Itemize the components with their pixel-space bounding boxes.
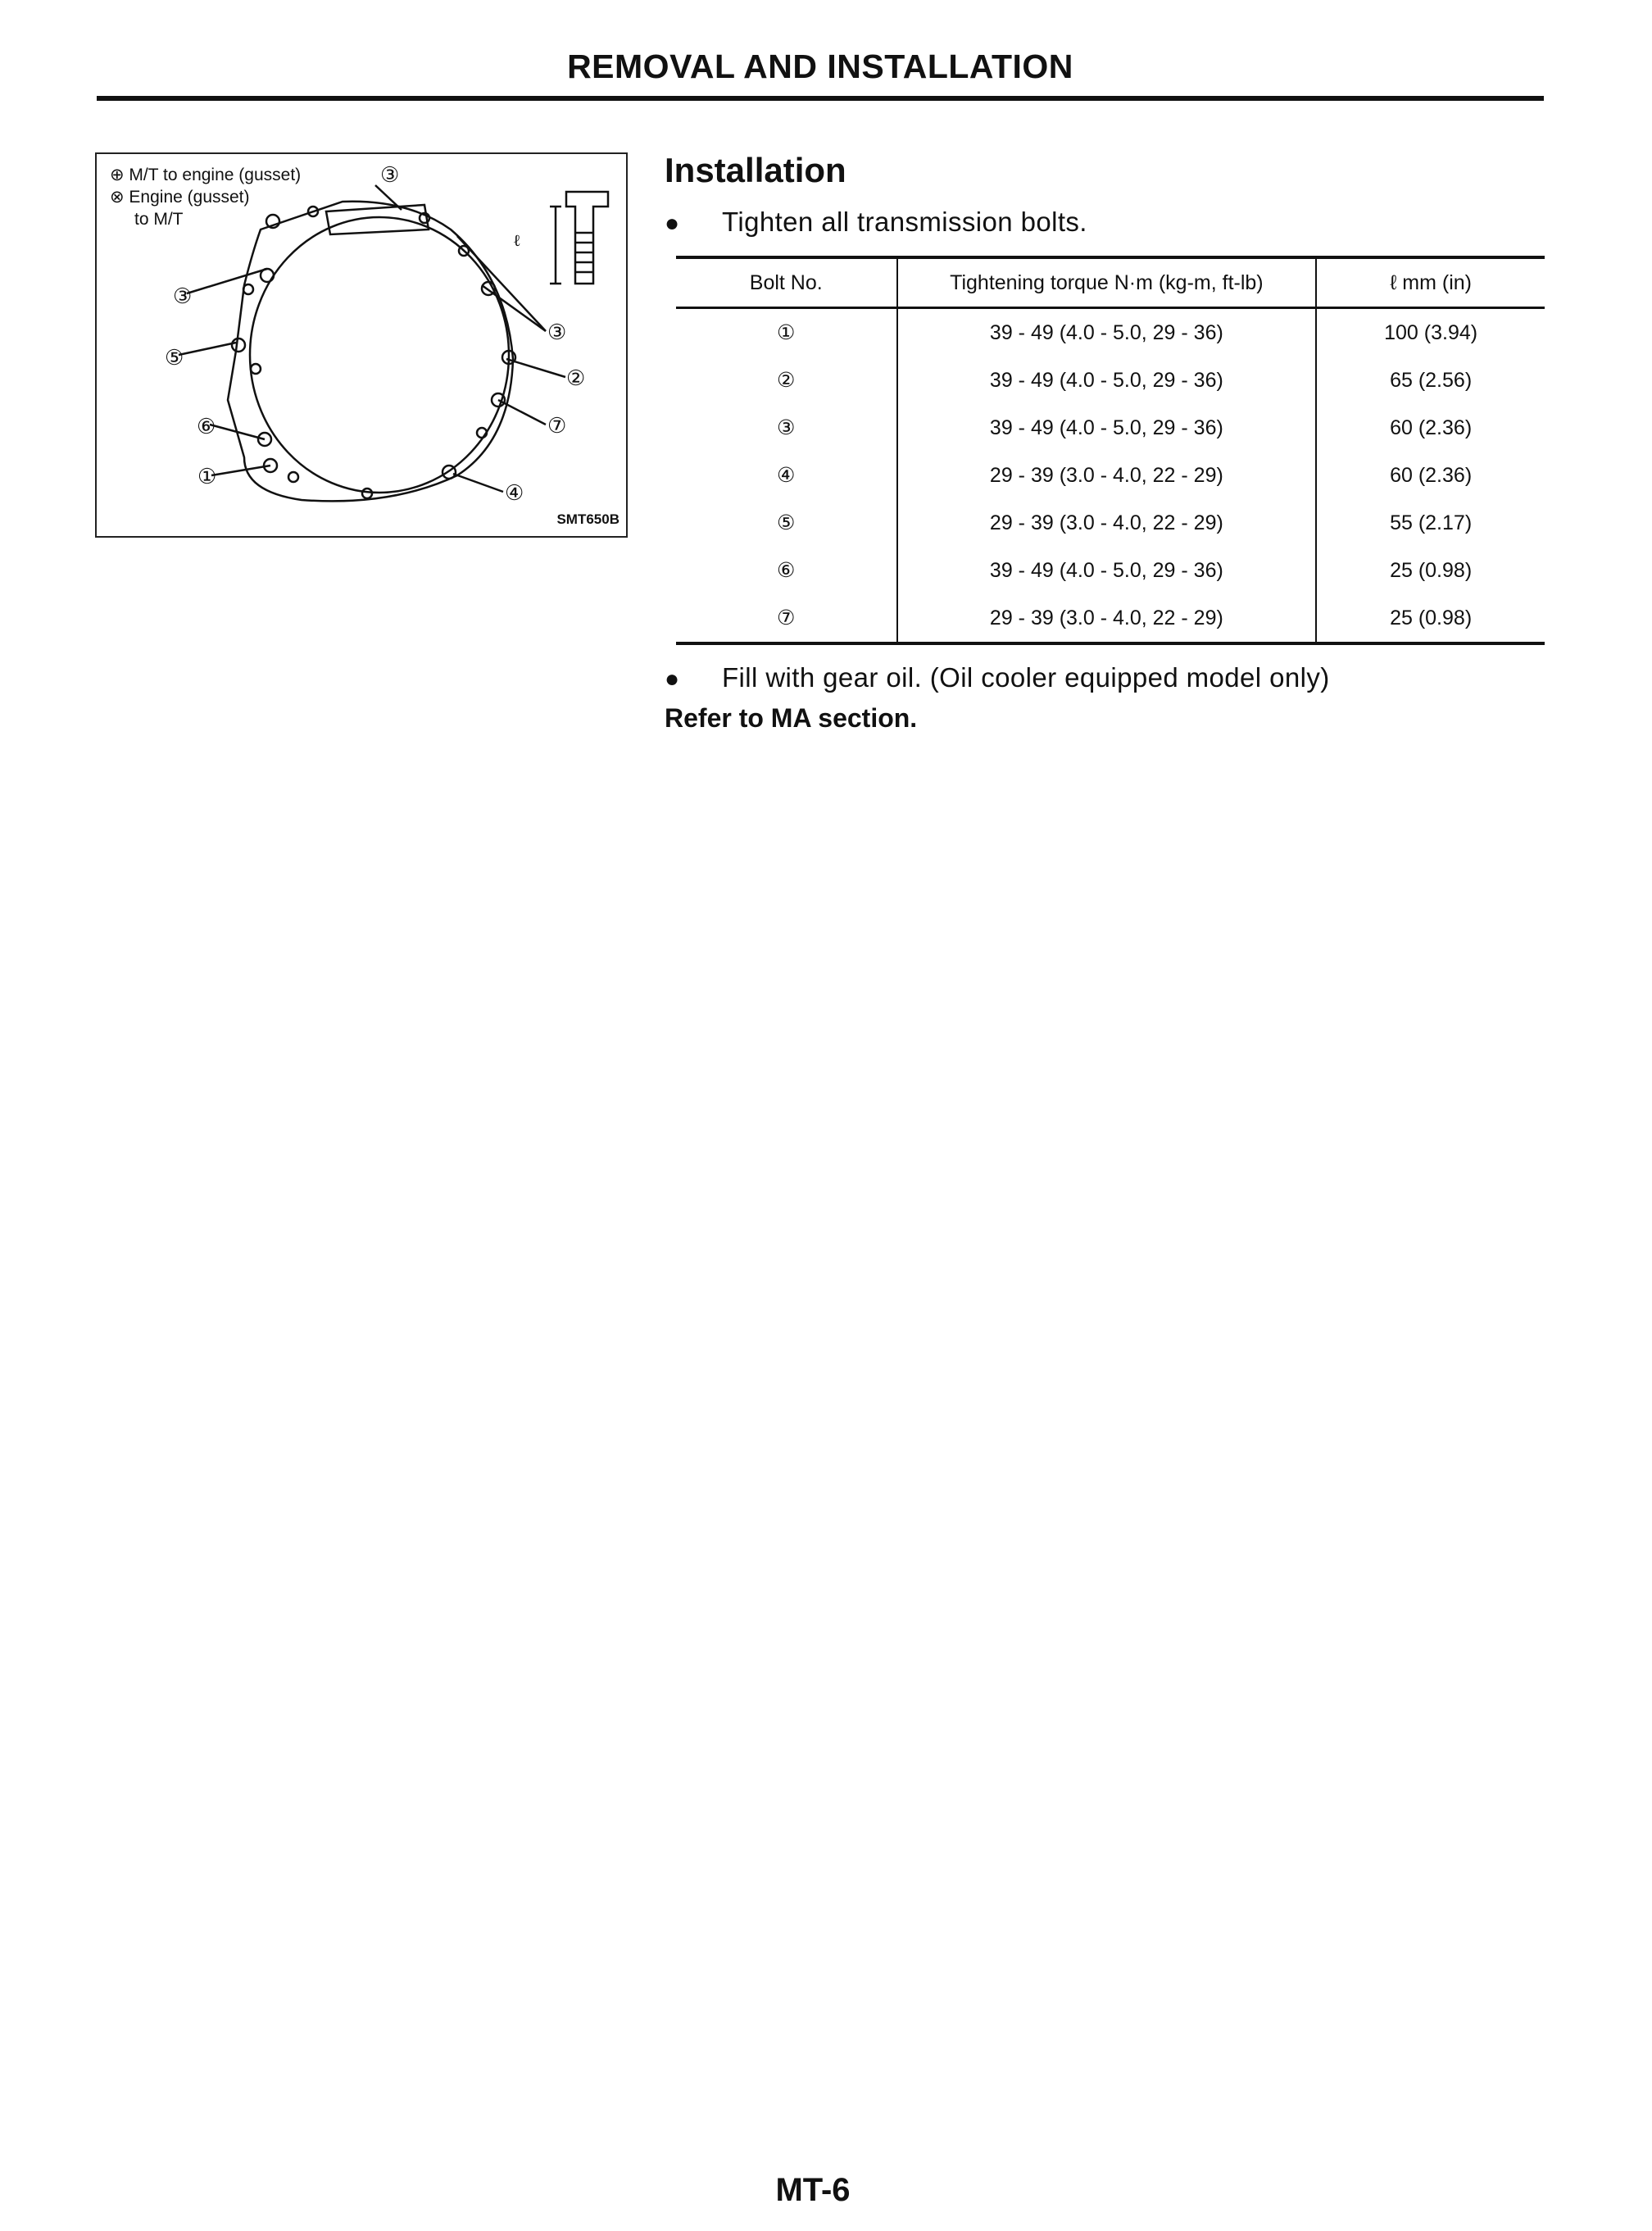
page-title: REMOVAL AND INSTALLATION xyxy=(567,48,1073,85)
callout-3-top: ③ xyxy=(380,163,400,188)
callout-7: ⑦ xyxy=(547,414,567,438)
legend-line-1: ⊕ M/T to engine (gusset) xyxy=(110,166,302,184)
callout-1: ① xyxy=(197,465,217,489)
bolt-length: 65 (2.56) xyxy=(1390,368,1473,392)
table-row xyxy=(676,547,1545,594)
torque-value: 29 - 39 (3.0 - 4.0, 22 - 29) xyxy=(897,594,1317,643)
table-row xyxy=(676,404,1545,452)
callout-3-right: ③ xyxy=(547,320,567,345)
bolt-length: 25 (0.98) xyxy=(1390,558,1473,582)
torque-value: 29 - 39 (3.0 - 4.0, 22 - 29) xyxy=(897,452,1317,499)
callout-6: ⑥ xyxy=(197,415,216,439)
bolt-no: ① xyxy=(777,321,796,344)
torque-value: 29 - 39 (3.0 - 4.0, 22 - 29) xyxy=(897,499,1317,547)
bullet-text: Fill with gear oil. (Oil cooler equipped model only) xyxy=(722,662,1330,693)
torque-value: 39 - 49 (4.0 - 5.0, 29 - 36) xyxy=(897,357,1317,404)
table-row xyxy=(676,308,1545,357)
bullet-dot: ● xyxy=(665,666,680,693)
bolt-length: 25 (0.98) xyxy=(1390,606,1473,629)
bolt-no: ⑤ xyxy=(777,511,796,534)
figure-legend xyxy=(110,164,301,230)
legend-line-3: to M/T xyxy=(134,210,184,229)
header-length: ℓ mm (in) xyxy=(1316,257,1545,308)
header-bolt-no: Bolt No. xyxy=(676,257,897,308)
table-row xyxy=(676,499,1545,547)
torque-value: 39 - 49 (4.0 - 5.0, 29 - 36) xyxy=(897,547,1317,594)
callout-3-left: ③ xyxy=(173,284,193,309)
bullet-dot: ● xyxy=(665,210,680,237)
torque-table xyxy=(676,256,1545,645)
bolt-location-figure xyxy=(95,152,628,538)
bullet-text: Tighten all transmission bolts. xyxy=(722,207,1087,237)
bolt-length: 60 (2.36) xyxy=(1390,416,1473,439)
bolt-length: 55 (2.17) xyxy=(1390,511,1473,534)
header-torque: Tightening torque N·m (kg-m, ft-lb) xyxy=(897,257,1317,308)
bolt-no: ③ xyxy=(777,416,796,439)
table-row xyxy=(676,594,1545,643)
callout-5: ⑤ xyxy=(165,346,184,370)
bolt-length: 100 (3.94) xyxy=(1384,320,1478,344)
figure-code: SMT650B xyxy=(556,511,620,527)
callout-2: ② xyxy=(566,366,586,391)
bullet-fill-oil xyxy=(665,662,1330,693)
bolt-no: ⑥ xyxy=(777,559,796,582)
table-header-row xyxy=(676,257,1545,308)
header-rule xyxy=(97,96,1544,101)
table-row xyxy=(676,452,1545,499)
torque-value: 39 - 49 (4.0 - 5.0, 29 - 36) xyxy=(897,404,1317,452)
callout-4: ④ xyxy=(505,481,524,506)
reference-note: Refer to MA section. xyxy=(665,703,918,733)
bolt-no: ② xyxy=(777,369,796,392)
section-title: Installation xyxy=(665,151,846,189)
legend-line-2: ⊗ Engine (gusset) xyxy=(110,188,250,207)
bolt-no: ⑦ xyxy=(777,607,796,629)
torque-value: 39 - 49 (4.0 - 5.0, 29 - 36) xyxy=(897,308,1317,357)
page-number: MT-6 xyxy=(775,2172,851,2208)
dimension-label: ℓ xyxy=(513,230,521,250)
bullet-tighten xyxy=(665,207,1087,238)
bolt-length: 60 (2.36) xyxy=(1390,463,1473,487)
bolt-no: ④ xyxy=(777,464,796,487)
table-row xyxy=(676,357,1545,404)
